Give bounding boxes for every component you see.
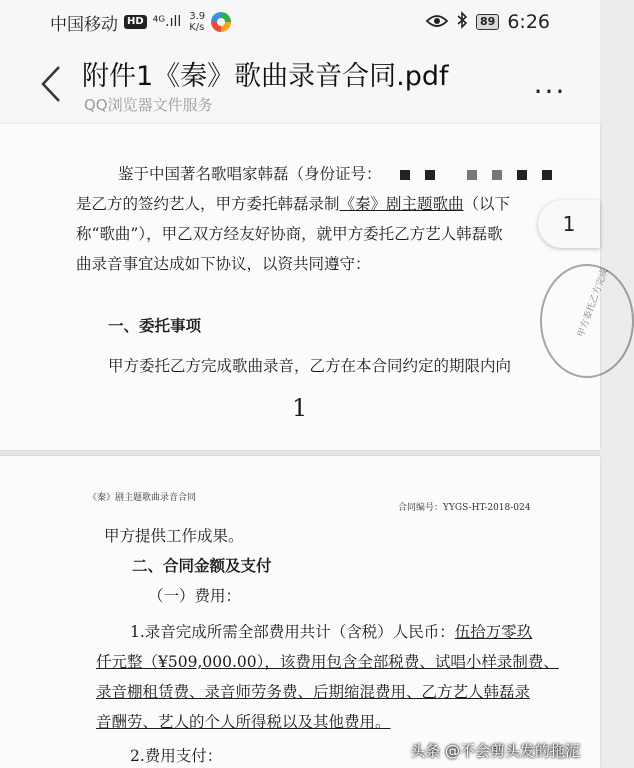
pdf-page-1 (0, 124, 611, 450)
page1-line2-a: 是乙方的签约艺人，甲方委托韩磊录制 (76, 195, 340, 213)
redaction-mark (425, 170, 435, 180)
page1-line2 (76, 192, 510, 214)
page1-line5: 甲方委托乙方完成歌曲录音，乙方在本合同约定的期限内向 (108, 357, 512, 375)
redaction-mark (542, 170, 552, 180)
bluetooth-icon (456, 11, 468, 34)
page1-line3: 称“歌曲”），甲乙双方经友好协商，就甲方委托乙方艺人韩磊歌 (76, 225, 503, 243)
eye-icon (426, 12, 448, 33)
item1-line1-b: 伍拾万零玖 (454, 623, 533, 641)
document-source: QQ浏览器文件服务 (84, 96, 213, 114)
app-header (0, 44, 600, 125)
item2-line: 2.费用支付： (130, 747, 223, 765)
pdf-viewer[interactable] (0, 124, 611, 768)
status-bar (0, 0, 600, 44)
contract-number: 合同编号：YYGS-HT-2018-024 (398, 503, 531, 513)
redaction-mark (492, 170, 502, 180)
carrier-label: 中国移动 (50, 14, 118, 35)
page-indicator[interactable]: 1 (538, 200, 600, 248)
status-left (50, 10, 231, 34)
signal-icon: ⁴ᴳ.ıll (152, 14, 182, 30)
item1-line1-a: 1.录音完成所需全部费用共计（含税）人民币： (130, 623, 455, 641)
battery-indicator: 89 (476, 14, 499, 30)
more-options-button[interactable]: ... (533, 66, 567, 100)
redaction-mark (517, 170, 527, 180)
net-speed-value: 3.9 (189, 11, 206, 22)
clock: 6:26 (507, 11, 550, 33)
net-speed-unit: K/s (189, 22, 205, 33)
subsection-fees: （一）费用： (148, 587, 242, 605)
status-right (426, 10, 550, 34)
item1-line4: 音酬劳、艺人的个人所得税以及其他费用。 (96, 713, 391, 731)
page1-line4: 曲录音事宜达成如下协议，以资共同遵守： (76, 255, 371, 273)
watermark: 头条 @不会剪头发的拖泥 (410, 742, 580, 760)
item1-line3: 录音棚租赁费、录音师劳务费、后期缩混费用、乙方艺人韩磊录 (96, 683, 531, 701)
page-number: 1 (292, 394, 308, 422)
item1-line2-b: ，该费用包含全部税费、试唱小样录制费、 (264, 653, 559, 671)
item1-line1 (130, 620, 532, 642)
redaction-mark (467, 170, 477, 180)
seal-text: 甲方委托乙方完成 (576, 267, 611, 339)
redaction-mark (400, 170, 410, 180)
page1-line1 (118, 162, 557, 184)
page1-line2-c: （以下 (463, 195, 511, 213)
back-button[interactable] (34, 64, 68, 104)
official-seal (540, 264, 634, 378)
item1-line2 (96, 650, 559, 672)
chevron-left-icon (39, 65, 63, 103)
page2-header-left: 《秦》剧主题歌曲录音合同 (88, 493, 197, 503)
section-heading-1: 一、委托事项 (108, 316, 202, 335)
item1-amount: 仟元整（¥509,000.00） (96, 653, 265, 671)
network-speed (189, 11, 205, 33)
page1-line2-b: 《秦》剧主题歌曲 (339, 195, 464, 213)
document-title: 附件1《秦》歌曲录音合同.pdf (82, 61, 449, 92)
page2-line1: 甲方提供工作成果。 (104, 527, 244, 545)
section-heading-2: 二、合同金额及支付 (132, 556, 272, 575)
pdf-page-2 (0, 456, 600, 768)
app-notification-icon (211, 12, 231, 32)
page1-line1-text: 鉴于中国著名歌唱家韩磊（身份证号： (118, 165, 382, 183)
hd-badge: HD (124, 15, 147, 29)
